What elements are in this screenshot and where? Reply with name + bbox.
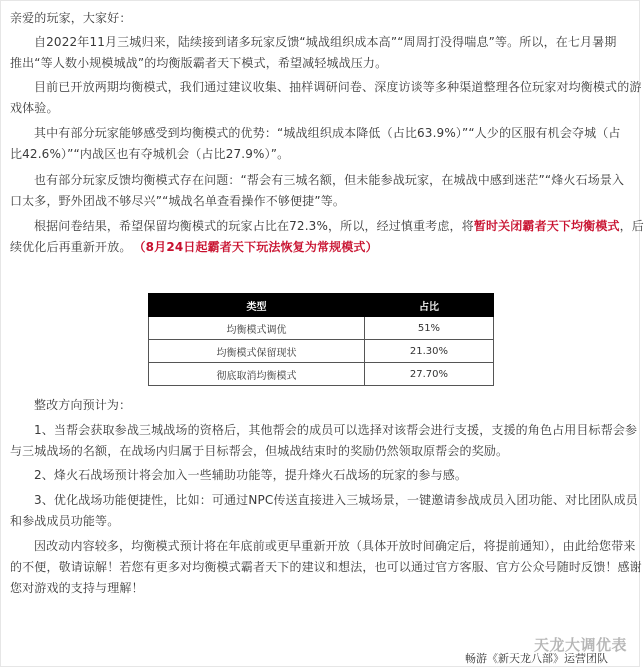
highlight-close-notice: 暂时关闭霸者天下均衡模式 — [473, 219, 620, 233]
closing-line-3: 您对游戏的支持与理解！ — [10, 581, 144, 595]
table-header-row — [149, 294, 494, 317]
table-header-ratio: 占比 — [364, 294, 493, 317]
table-row — [149, 340, 494, 363]
paragraph-5-line-1 — [34, 218, 644, 234]
table-row — [149, 317, 494, 340]
closing-line-2: 的不便，敬请谅解！若您有更多对均衡模式霸者天下的建议和想法，也可以通过官方客服、官方公众号随时反馈！感谢 — [10, 560, 642, 574]
paragraph-2-line-1: 目前已开放两期均衡模式，我们通过建议收集、抽样调研问卷、深度访谈等多种渠道整理各位玩家对均衡模式的游 — [34, 80, 642, 94]
paragraph-5-continuation: 续优化后再重新开放。 — [10, 240, 132, 254]
adjustment-item-2: 2、烽火石战场预计将会加入一些辅助功能等，提升烽火石战场的玩家的参与感。 — [34, 468, 468, 482]
paragraph-2-line-2: 戏体验。 — [10, 101, 59, 115]
paragraph-5-text: 根据问卷结果，希望保留均衡模式的玩家占比在72.3%，所以，经过慎重考虑，将 — [34, 219, 474, 233]
table-header-type: 类型 — [149, 294, 365, 317]
survey-result-table — [148, 293, 494, 386]
paragraph-3-line-1: 其中有部分玩家能够感受到均衡模式的优势：“城战组织成本降低（占比63.9%）”“人少的区服有机会夺城（占 — [34, 126, 621, 140]
signature: 畅游《新天龙八部》运营团队 — [465, 652, 608, 665]
table-cell-type: 均衡模式保留现状 — [149, 340, 365, 363]
paragraph-4-line-1: 也有部分玩家反馈均衡模式存在问题：“帮会有三城名额，但未能参战玩家，在城战中感到迷茫”“烽火石场景入 — [34, 173, 625, 187]
paragraph-1-line-1: 自2022年11月三城归来，陆续接到诸多玩家反馈“城战组织成本高”“周周打没得喘息”等。所以，在七月暑期 — [34, 35, 617, 49]
paragraph-3-line-2: 比42.6%）”“内战区也有夺城机会（占比27.9%）”。 — [10, 147, 290, 161]
closing-line-1: 因改动内容较多，均衡模式预计将在年底前或更早重新开放（具体开放时间确定后，将提前通知），由此给您带来 — [34, 539, 636, 553]
adjustment-intro: 整改方向预计为： — [34, 398, 132, 412]
table-cell-ratio: 51% — [364, 317, 493, 340]
table-cell-type: 均衡模式调优 — [149, 317, 365, 340]
paragraph-5-line-2 — [10, 239, 378, 255]
adjustment-item-3-line-2: 和参战成员功能等。 — [10, 514, 120, 528]
table-cell-ratio: 27.70% — [364, 363, 493, 386]
paragraph-1-line-2: 推出“等人数小规模城战”的均衡版霸者天下模式，希望减轻城战压力。 — [10, 56, 388, 70]
paragraph-4-line-2: 口太多，野外团战不够尽兴”“城战名单查看操作不够便捷”等。 — [10, 194, 346, 208]
paragraph-5-text-end: ，后 — [619, 219, 644, 233]
highlight-date-notice: （8月24日起霸者天下玩法恢复为常规模式） — [139, 240, 378, 254]
adjustment-item-1-line-2: 与三城战场的名额，在战场内归属于目标帮会，但城战结束时的奖励仍然领取原帮会的奖励。 — [10, 444, 509, 458]
adjustment-item-3-line-1: 3、优化战场功能便捷性，比如：可通过NPC传送直接进入三城场景，一键邀请参战成员入团功能、对比团队成员 — [34, 493, 638, 507]
table-cell-type: 彻底取消均衡模式 — [149, 363, 365, 386]
table-cell-ratio: 21.30% — [364, 340, 493, 363]
adjustment-item-1-line-1: 1、当帮会获取参战三城战场的资格后，其他帮会的成员可以选择对该帮会进行支援，支援的角色占用目标帮会参 — [34, 423, 638, 437]
watermark: 天龙大调优表 — [534, 636, 628, 654]
table-row — [149, 363, 494, 386]
greeting: 亲爱的玩家，大家好： — [10, 11, 132, 25]
